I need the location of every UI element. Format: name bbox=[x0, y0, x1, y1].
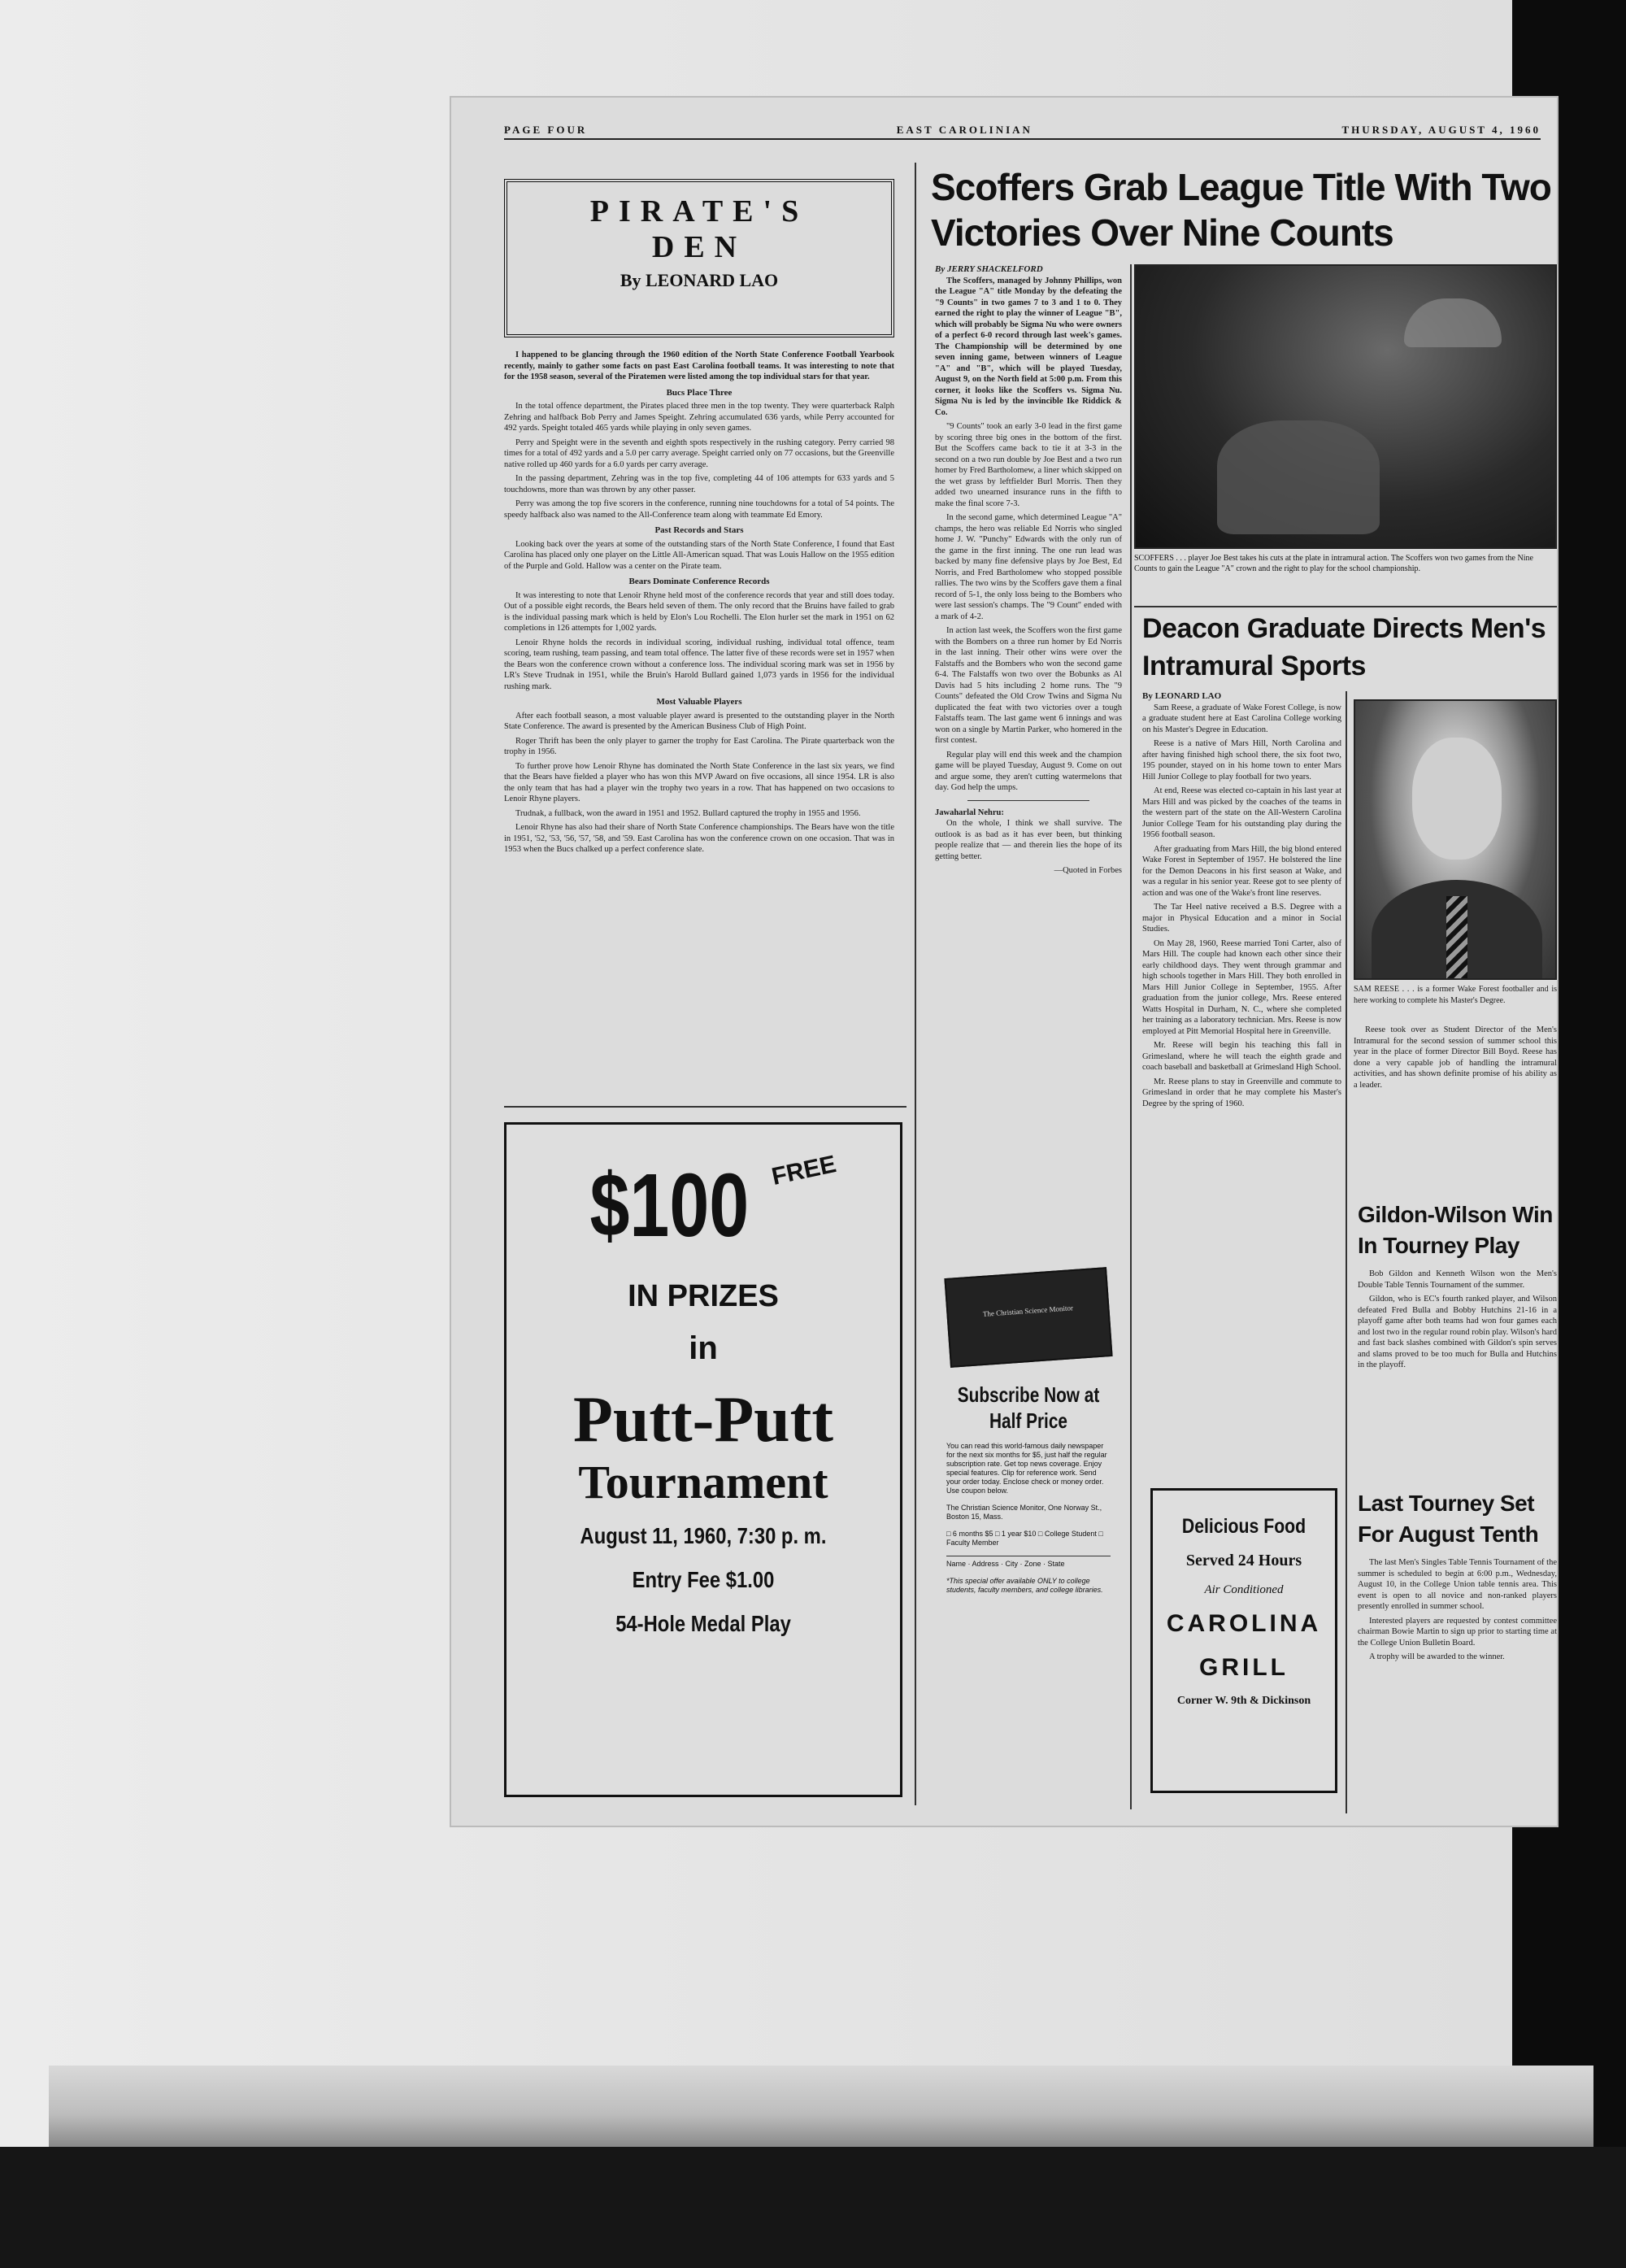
gildon-paragraph: Bob Gildon and Kenneth Wilson won the Men's Double Table Tennis Tournament of the summer. bbox=[1358, 1269, 1557, 1290]
scoffers-headline: Scoffers Grab League Title With Two Victories Over Nine Counts bbox=[931, 166, 1551, 254]
masthead bbox=[504, 122, 1541, 140]
putt-putt-ad bbox=[504, 1122, 902, 1797]
grill-food: Delicious Food bbox=[1181, 1515, 1306, 1538]
issue-date: THURSDAY, AUGUST 4, 1960 bbox=[1341, 124, 1541, 136]
portrait-tie bbox=[1446, 896, 1467, 980]
den-title-line1: PIRATE'S bbox=[589, 194, 809, 229]
den-paragraph: Perry and Speight were in the seventh and eighth spots respectively in the rushing category. Perry carried 98 times for a total of 492 yards and a 5.0 per carry average. Speight carried only on 77 occasions, but the Greenville native rolled up 460 yards for a 6.0 yards per carry average. bbox=[504, 437, 894, 469]
den-paragraph: Lenoir Rhyne has also had their share of North State Conference championships. The Bears have won the title in 1951, '52, '53, '56, '57, '58, and '59. East Carolina has won the conference crown on one occasion. That was in 1953 when the Bucs chalked up a perfect conference slate. bbox=[504, 823, 894, 854]
gildon-headline: Gildon-Wilson Win In Tourney Play bbox=[1358, 1202, 1553, 1258]
tournament-label: Tournament bbox=[578, 1456, 828, 1508]
deacon-byline: By LEONARD LAO bbox=[1142, 691, 1222, 701]
den-paragraph: To further prove how Lenoir Rhyne has dominated the North State Conference in the last six years, we find that the Bears have fielded a player who has won this MVP Award on five occasions, all since 1954. LR is also the only team that has had a player win the trophy two years in a row. That has happened on two occasions to Lenoir Rhyne players. bbox=[504, 761, 894, 803]
deacon-paragraph: Mr. Reese will begin his teaching this fall in Grimesland, where he will teach the eighth grade and coach baseball and basketball at Grimesland High School. bbox=[1142, 1041, 1341, 1072]
scoffers-paragraph: In action last week, the Scoffers won the first game with the Bombers on a three run homer by Ed Norris in the last inning. Their other wins were over the Falstaffs and the Bombers who won the second game 6-4. The Falstaffs won two over the Bobunks as Al Davis had 5 hits including 2 home runs. The "9 Counts" defeated the Old Crow Twins and Sigma Nu duplicated the feat with two victories over a tough Falstaffs team. The last game went 6 innings and was won on a single by Martin Parker, who homered in the first contest. bbox=[935, 626, 1122, 745]
grill-hours: Served 24 Hours bbox=[1185, 1552, 1302, 1569]
deacon-paragraph: Mr. Reese plans to stay in Greenville and commute to Grimesland in order that he may complete his Master's Degree by the spring of 1960. bbox=[1142, 1077, 1341, 1108]
deacon-paragraph: Sam Reese, a graduate of Wake Forest College, is now a graduate student here at East Carolina College working on his Master's Degree in Education. bbox=[1142, 703, 1341, 734]
lasttourney-column bbox=[1358, 1557, 1557, 1666]
in-label: in bbox=[689, 1330, 718, 1366]
den-paragraph: It was interesting to note that Lenoir Rhyne held most of the conference records that year and still does today. Out of a possible eight records, the Bears held seven of them. The only record that the Bruins have failed to grab is the individual passing mark which is held by Elon's Lou Rochelli. The Elon hurler set the mark in 1951 on 62 completions in 126 attempts for 1,002 yards. bbox=[504, 590, 894, 633]
subscribe-address: The Christian Science Monitor, One Norway St., Boston 15, Mass. bbox=[946, 1504, 1102, 1521]
deacon-paragraph: After graduating from Mars Hill, the big blond entered Wake Forest in September of 1957. He bolstered the line for the Demon Deacons in his first season at Wake, and was a regular in his senior year. Reese got to see plenty of action and was one of the Wake's front line reserves. bbox=[1142, 844, 1341, 898]
deacon-paragraph: The Tar Heel native received a B.S. Degree with a major in Physical Education and a minor in Social Studies. bbox=[1142, 903, 1341, 934]
den-paragraph: Perry was among the top five scorers in the conference, running nine touchdowns for a total of 54 points. The speedy halfback also was named to the All-Conference team along with teammate Ed Emory. bbox=[504, 499, 894, 520]
column-rule bbox=[1130, 264, 1132, 1809]
den-paragraph: After each football season, a most valuable player award is presented to the outstanding player in the North State Conference. The award is presented by the American Business Club of High Point. bbox=[504, 711, 894, 731]
subscribe-fields: Name · Address · City · Zone · State bbox=[946, 1556, 1111, 1569]
deacon-column bbox=[1142, 691, 1341, 1112]
reese-caption: SAM REESE . . . is a former Wake Forest footballer and is here working to complete his Master's Degree. bbox=[1354, 985, 1557, 1005]
section-rule bbox=[1134, 606, 1557, 607]
den-paragraph: Looking back over the years at some of the outstanding stars of the North State Conference, I found that East Carolina has placed only one player on the Little All-American squad. That was Louis Hallow on the 1955 edition of the Purple and Gold. Hallow was a center on the Pirate team. bbox=[504, 539, 894, 571]
subscribe-options: □ 6 months $5 □ 1 year $10 □ College Student □ Faculty Member bbox=[946, 1530, 1103, 1547]
portrait-face bbox=[1412, 738, 1502, 860]
gildon-column bbox=[1358, 1269, 1557, 1374]
film-edge bbox=[49, 2066, 1593, 2147]
putt-putt-name: Putt-Putt bbox=[573, 1384, 833, 1456]
den-subhead: Most Valuable Players bbox=[656, 697, 742, 707]
quote-source: —Quoted in Forbes bbox=[1054, 866, 1122, 875]
deacon-paragraph: At end, Reese was elected co-captain in his last year at Mars Hill and was picked by the coaches of the teams in the western part of the state on the All-Western Carolina Junior College Team for his outstanding play during the 1956 football season. bbox=[1142, 786, 1341, 839]
free-label: FREE bbox=[769, 1151, 839, 1191]
medal-play: 54-Hole Medal Play bbox=[615, 1611, 791, 1636]
deacon-paragraph: Reese took over as Student Director of the Men's Intramural for the second session of summer school this year in the place of former Director Bill Boyd. Reese has done a very capable job of handling the intramural activities, and has shown definite promise of his ability as a leader. bbox=[1354, 1025, 1557, 1090]
page-number: PAGE FOUR bbox=[504, 124, 588, 136]
section-rule bbox=[504, 1106, 906, 1108]
den-byline: By LEONARD LAO bbox=[620, 270, 779, 290]
subscribe-body: You can read this world-famous daily newspaper for the next six months for $5, just half the regular subscription rate. Get top news coverage. Enjoy special features. Clip for reference work. Send your order today. Enclose check or money order. Use coupon below. bbox=[946, 1442, 1107, 1495]
scoffers-byline: By JERRY SHACKELFORD bbox=[935, 264, 1043, 274]
grill-air: Air Conditioned bbox=[1204, 1583, 1284, 1596]
scoffers-column bbox=[935, 264, 1122, 877]
scoffers-photo bbox=[1134, 264, 1557, 549]
den-intro: I happened to be glancing through the 1960 edition of the North State Conference Football Yearbook recently, mainly to gather some facts on past East Carolina football teams. It was interesting to note that for the 1958 season, several of the Piratemen were listed among the top individual stars for that year. bbox=[504, 350, 894, 381]
grill-name-line1: CAROLINA bbox=[1166, 1610, 1322, 1637]
den-paragraph: In the total offence department, the Pirates placed three men in the top twenty. They were quarterback Ralph Zehring and halfback Bob Perry and James Speight. Zehring accumulated 636 yards, while Perry accounted for 492 yards. Speight totaled 465 yards while playing in only seven games. bbox=[504, 402, 894, 433]
monitor-subscription-ad bbox=[935, 1273, 1122, 1793]
column-rule bbox=[915, 163, 916, 1805]
reese-portrait bbox=[1354, 699, 1557, 980]
prizes-label: IN PRIZES bbox=[628, 1279, 779, 1313]
deacon-continued bbox=[1354, 1025, 1557, 1094]
monitor-name: The Christian Science Monitor bbox=[982, 1304, 1074, 1318]
den-title-line2: DEN bbox=[651, 230, 747, 264]
pirates-den-column bbox=[504, 350, 894, 859]
carolina-grill-ad bbox=[1150, 1488, 1337, 1793]
quote-name: Jawaharlal Nehru: bbox=[935, 808, 1004, 817]
den-paragraph: In the passing department, Zehring was in the top five, completing 44 of 106 attempts for 633 yards and 5 touchdowns, more than was thrown by any other passer. bbox=[504, 474, 894, 494]
grill-name-line2: GRILL bbox=[1199, 1654, 1289, 1681]
den-subhead: Past Records and Stars bbox=[654, 525, 744, 535]
den-subhead: Bucs Place Three bbox=[666, 387, 733, 398]
column-rule bbox=[1346, 691, 1347, 1813]
lasttourney-headline: Last Tourney Set For August Tenth bbox=[1358, 1491, 1539, 1547]
scoffers-paragraph: The Scoffers, managed by Johnny Phillips, won the League "A" title Monday by the defeating the "9 Counts" in two games 7 to 3 and 1 to 0. They earned the right to play the winner of League "B", which will probably be Sigma Nu who were owners of a perfect 6-0 record through last week's games. The Championship will be determined by one seven inning game, between winners of League "A" and "B", which will be played Tuesday, August 9, on the North field at 5:00 p.m. From this corner, it looks like the Scoffers vs. Sigma Nu. Sigma Nu is led by the invincible Ike Riddick & Co. bbox=[935, 276, 1122, 417]
subscribe-note: *This special offer available ONLY to college students, faculty members, and college libraries. bbox=[946, 1577, 1103, 1594]
deacon-paragraph: Reese is a native of Mars Hill, North Carolina and after having finished high school there, the six foot two, 195 pounder, stayed on in his home town to enter Mars Hill Junior College to play football for two years. bbox=[1142, 739, 1341, 781]
lasttourney-paragraph: A trophy will be awarded to the winner. bbox=[1369, 1652, 1505, 1661]
scoffers-caption: SCOFFERS . . . player Joe Best takes his cuts at the plate in intramural action. The Scoffers won two games from the Nine Counts to gain the League "A" crown and the right to play for the school championship. bbox=[1134, 554, 1533, 573]
photo-detail bbox=[1217, 420, 1380, 534]
den-subhead: Bears Dominate Conference Records bbox=[628, 577, 770, 586]
deacon-headline: Deacon Graduate Directs Men's Intramural Sports bbox=[1142, 613, 1546, 681]
scoffers-paragraph: In the second game, which determined League "A" champs, the hero was reliable Ed Norris who singled home J. W. "Punchy" Edwards with the only run of the game in the first inning. The one run lead was backed by many fine defensive plays by Joe Best, Ed Norris, and Fred Bartholomew who stopped possible rallies. The two wins by the Scoffers gave them a final record of 5-1, the only loss being to the Bombers who were last session's champs. The "9 Count" ended with a mark of 4-2. bbox=[935, 513, 1122, 621]
newspaper-icon bbox=[944, 1267, 1112, 1368]
den-paragraph: Trudnak, a fullback, won the award in 1951 and 1952. Bullard captured the trophy in 1955 and 1956. bbox=[515, 808, 861, 818]
grill-address: Corner W. 9th & Dickinson bbox=[1176, 1695, 1311, 1707]
film-border bbox=[0, 2147, 1626, 2268]
lasttourney-paragraph: The last Men's Singles Table Tennis Tournament of the summer is scheduled to begin at 6:00 p.m., Wednesday, August 10, in the College Union table tennis area. This event is open to all novice and non-ranked players presently enrolled in summer school. bbox=[1358, 1558, 1557, 1611]
gildon-paragraph: Gildon, who is EC's fourth ranked player, and Wilson defeated Fred Bulla and Bobby Hutchins 21-16 in a playoff game after both teams had won four games each and lost two in the regular round robin play. Wilson's hard and fast back slashes combined with Gildon's spin serves and slams proved to be too much for Bulla and Hutchins in the playoff. bbox=[1358, 1295, 1557, 1369]
quote-text: On the whole, I think we shall survive. The outlook is as bad as it has ever been, but thinking people realize that — and therein lies the hope of its getting better. bbox=[935, 819, 1122, 861]
divider bbox=[967, 800, 1089, 801]
den-paragraph: Lenoir Rhyne holds the records in individual scoring, individual rushing, individual total offence, team scoring, team rushing, team passing, and team total offence. The latter five of these records were set in 1957 when the Bears won the conference crown without a conference loss. The individual scoring mark was set in 1956 by LR's Steve Trudnak in 1951, while the Bruin's Harold Bullard gained 1,073 yards in 1956 for the individual rushing mark. bbox=[504, 638, 894, 691]
subscribe-title: Subscribe Now at Half Price bbox=[957, 1382, 1100, 1433]
paper-name: EAST CAROLINIAN bbox=[896, 124, 1033, 136]
pirates-den-header bbox=[504, 179, 894, 337]
entry-fee: Entry Fee $1.00 bbox=[632, 1567, 775, 1592]
den-paragraph: Roger Thrift has been the only player to garner the trophy for East Carolina. The Pirate quarterback won the trophy in 1956. bbox=[504, 736, 894, 756]
scoffers-paragraph: "9 Counts" took an early 3-0 lead in the first game by scoring three big ones in the bottom of the first. But the Scoffers came back to tie it at 3-3 in the second on a two run double by Joe Best and a two run homer by Fred Bartholomew, a liner which skipped on the wet grass by leftfielder Burl Morris. Then they added two unearned insurance runs in the fifth to make the final score 7-3. bbox=[935, 422, 1122, 508]
prize-amount: $100 bbox=[589, 1156, 749, 1256]
scoffers-paragraph: Regular play will end this week and the champion game will be played Tuesday, August 9. Come on out and argue some, they aren't cutting watermelons that day. God help the umps. bbox=[935, 750, 1122, 792]
tournament-date: August 11, 1960, 7:30 p. m. bbox=[580, 1523, 827, 1548]
newspaper-page bbox=[451, 98, 1557, 1826]
deacon-paragraph: On May 28, 1960, Reese married Toni Carter, also of Mars Hill. The couple had known each other since their early childhood days. They went through grammar and high schools together in Mars Hill. They both enrolled in Mars Hill Junior College in September, 1955. After graduation from the junior college, Mrs. Reese entered Watts Hospital in Durham, N. C., where she completed her training as a laboratory technician. Mrs. Reese is now employed at Pitt Memorial Hospital here in Greenville. bbox=[1142, 938, 1341, 1036]
lasttourney-paragraph: Interested players are requested by contest committee chairman Bowie Martin to sign up prior to starting time at the College Union Bulletin Board. bbox=[1358, 1616, 1557, 1648]
photo-detail bbox=[1404, 298, 1502, 347]
